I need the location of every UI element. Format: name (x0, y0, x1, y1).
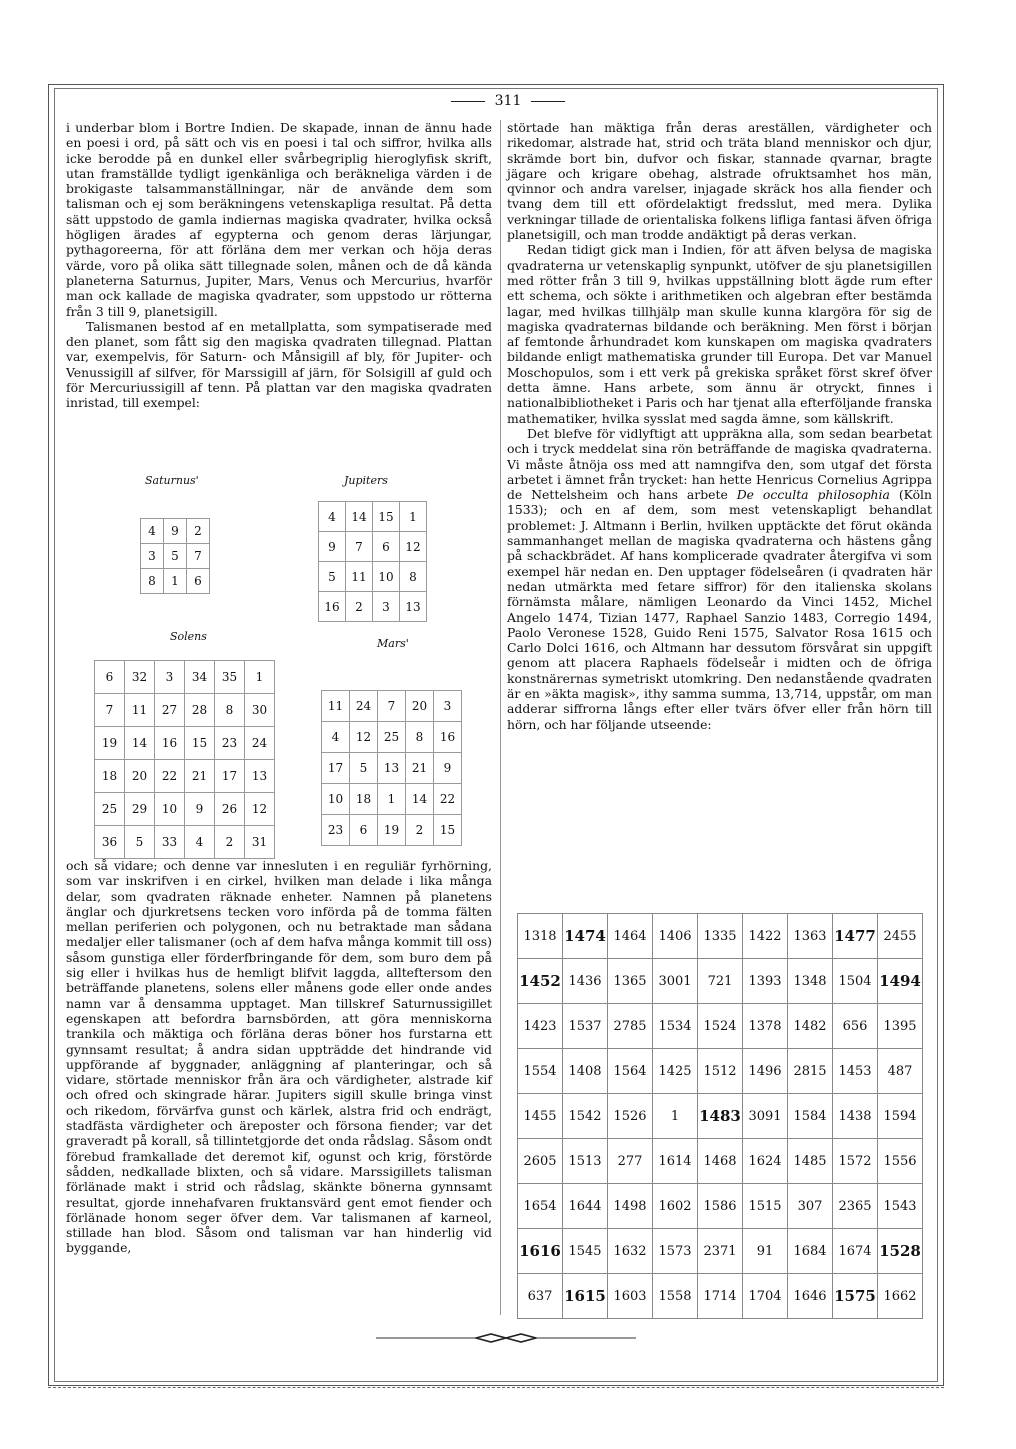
square-cell: 1614 (653, 1139, 698, 1184)
square-cell: 1662 (878, 1274, 923, 1319)
square-cell: 1654 (518, 1184, 563, 1229)
square-cell: 1453 (833, 1049, 878, 1094)
square-cell: 22 (155, 760, 185, 793)
square-cell: 1674 (833, 1229, 878, 1274)
square-cell: 1603 (608, 1274, 653, 1319)
square-cell: 2455 (878, 914, 923, 959)
paragraph: och så vidare; och denne var innesluten i en reguliär fyrhörning, som var inskrifven i en cirkel, hvilken man delade i lika många delar, som qvadraten räknade enheter. Namnen på planetens änglar och djurkretsens tecken voro införda på de tomma fälten mellan periferien och polygonen, och nu betraktade man sådana medaljer eller talismaner (och af dem hafva många kommit till oss) såsom gunstiga eller förderfbringande för dem, som buro dem på sig eller i hvilkas hus de hemligt blifvit laggda, allteftersom den beträffande planetens, solens eller månens gode eller onde andes namn var å densamma upptaget. Man tillskref Saturnussigillet egenskapen att befordra barnsbörden, att göra menniskorna trankila och mäktiga och förläna deras böner hos furstarna ett gynnsamt resultat; å andra sidan uppträdde det hindrande vid uppförande af byggnader, anläggning af planteringar, och så vidare, störtade menniskor från ära och värdigheter, alstrade kif och ofred och skingrade härar. Jupiters sigill skulle bringa vinst och rikedom, förvärfva gunst och kärlek, alstra frid och endrägt, stadfästa värdigheter och äreposter och försona fiender; var det graveradt på korall, så tillintetgjorde det onda rådslag. Såsom ondt förebud framkallade det deremot kif, ogunst och krig, förstörde sådden, nedkallade blixten, och så vidare. Marssigillets talisman förlänade makt i strid och rådslag, skänkte bönerna gynnsamt resultat, gjorde innehafvaren fruktansvärd gent emot fiender och förlänade honom seger öfver dem. Var talismanen af karneol, stillade han blod. Såsom ond talisman var han hinderlig vid byggande, (66, 858, 492, 1256)
square-cell: 12 (400, 532, 427, 562)
square-cell: 1335 (698, 914, 743, 959)
square-cell: 10 (373, 562, 400, 592)
square-cell: 5 (350, 753, 378, 784)
square-cell: 1644 (563, 1184, 608, 1229)
square-cell: 10 (155, 793, 185, 826)
square-cell: 1515 (743, 1184, 788, 1229)
square-cell: 3091 (743, 1094, 788, 1139)
column-divider (500, 120, 501, 1315)
square-cell: 1558 (653, 1274, 698, 1319)
square-cell: 2365 (833, 1184, 878, 1229)
square-cell: 1395 (878, 1004, 923, 1049)
paragraph: Redan tidigt gick man i Indien, för att äfven belysa de magiska qvadraterna ur vetenskaplig synpunkt, utöfver de sju planetsigillen med rötter från 3 till 9, hvilkas uppställning blott ägde rum efter ett schema, och sökte i arithmetiken och algebran efter bestämda lagar, med hvilkas tillhjälp man skulle kunna klargöra för sig de magiska qvadraternas bildande och beräkning. Men först i början af femtonde århundradet kom kunskapen om magiska qvadraters bildande enligt mathematiska grunder till Europa. Det var Manuel Moschopulos, som i ett verk på grekiska språket först skref öfver detta ämne. Hans arbete, som ännu är otryckt, finnes i nationalbibliotheket i Paris och har tjenat alla efterföljande franska mathematiker, hvilka sysslat med sagda ämne, som källskrift. (507, 242, 932, 426)
square-cell: 1496 (743, 1049, 788, 1094)
square-cell: 24 (350, 691, 378, 722)
square-cell: 8 (400, 562, 427, 592)
paragraph-text: (Köln 1533); och en af dem, som mest vetenskapligt behandlat problemet: J. Altmann i Berlin, hvilken upptäckte det förut okända sammanhanget mellan de magiska qvadraterna och hästens gång på schackbrädet. Af hans komplicerade qvadrater återgifva vi som exempel här nedan en. Den upptager födelseåren (i qvadraten här nedan utmärkta med fetare siffror) för den italienska skolans förnämsta målare, nämligen Leonardo da Vinci 1452, Michel Angelo 1474, Tizian 1477, Raphael Sanzio 1483, Corregio 1494, Paolo Veronese 1528, Guido Reni 1575, Salvator Rosa 1615 och Carlo Dolci 1616, och Altmann har dessutom försvårat sin uppgift genom att placera Raphaels födelseår i midten och de öfriga konstnärernas symetriskt utomkring. Den nedanstående qvadraten är en »äkta magisk», ithy samma summa, 13,714, uppstår, om man adderar siffrorna långs efter eller tvärs öfver eller från hörn till hörn, och har följande utseende: (507, 487, 932, 732)
square-cell: 9 (319, 532, 346, 562)
square-cell: 1422 (743, 914, 788, 959)
saturn-label: Saturnus' (145, 474, 199, 487)
square-cell: 7 (378, 691, 406, 722)
square-cell: 1436 (563, 959, 608, 1004)
square-cell: 1545 (563, 1229, 608, 1274)
square-row (319, 502, 427, 532)
square-row (319, 562, 427, 592)
square-row (141, 544, 210, 569)
square-cell: 34 (185, 661, 215, 694)
right-column (507, 120, 932, 732)
square-cell: 19 (378, 815, 406, 846)
square-cell: 14 (346, 502, 373, 532)
square-cell: 1423 (518, 1004, 563, 1049)
square-cell: 9 (185, 793, 215, 826)
square-cell: 1425 (653, 1049, 698, 1094)
square-cell: 15 (373, 502, 400, 532)
square-row (518, 959, 923, 1004)
square-cell: 1564 (608, 1049, 653, 1094)
square-cell: 1543 (878, 1184, 923, 1229)
square-cell: 35 (215, 661, 245, 694)
square-cell: 4 (319, 502, 346, 532)
square-cell: 16 (319, 592, 346, 622)
square-cell: 656 (833, 1004, 878, 1049)
square-cell: 23 (215, 727, 245, 760)
square-cell: 7 (95, 694, 125, 727)
square-cell: 1632 (608, 1229, 653, 1274)
square-cell: 1 (400, 502, 427, 532)
square-cell: 2371 (698, 1229, 743, 1274)
paragraph: störtade han mäktiga från deras areställen, värdigheter och rikedomar, alstrade hat, strid och träta bland menniskor och djur, skrämde bort bin, dufvor och fiskar, stannade qvarnar, bragte jägare och krigare obehag, alstrade ofruktsamhet hos män, qvinnor och andra varelser, injagade skräck hos alla fiender och tvang dem till ett ofördelaktigt fredsslut, med mera. Dylika verkningar tillade de orientaliska folkens lifliga fantasi äfven öfriga planetsigill, och man trodde andäktigt på deras verkan. (507, 120, 932, 243)
left-column-bottom (66, 858, 492, 1256)
square-cell: 26 (215, 793, 245, 826)
square-cell: 1 (245, 661, 275, 694)
square-cell: 2605 (518, 1139, 563, 1184)
square-cell: 31 (245, 826, 275, 859)
square-cell: 1455 (518, 1094, 563, 1139)
square-cell: 1 (653, 1094, 698, 1139)
square-row (322, 722, 462, 753)
square-cell: 16 (155, 727, 185, 760)
square-row (322, 753, 462, 784)
square-cell: 1602 (653, 1184, 698, 1229)
square-cell: 1646 (788, 1274, 833, 1319)
square-cell: 24 (245, 727, 275, 760)
square-cell: 1524 (698, 1004, 743, 1049)
square-cell: 13 (400, 592, 427, 622)
square-row (518, 1094, 923, 1139)
square-cell: 18 (350, 784, 378, 815)
square-cell: 1482 (788, 1004, 833, 1049)
square-cell: 487 (878, 1049, 923, 1094)
square-row (141, 569, 210, 594)
square-cell: 1513 (563, 1139, 608, 1184)
square-cell: 1408 (563, 1049, 608, 1094)
square-row (141, 519, 210, 544)
square-cell: 15 (434, 815, 462, 846)
square-cell: 1554 (518, 1049, 563, 1094)
square-cell: 21 (185, 760, 215, 793)
square-cell: 1594 (878, 1094, 923, 1139)
square-cell: 12 (350, 722, 378, 753)
square-cell: 1542 (563, 1094, 608, 1139)
square-cell: 1494 (878, 959, 923, 1004)
square-cell: 14 (125, 727, 155, 760)
square-cell: 29 (125, 793, 155, 826)
square-cell: 1556 (878, 1139, 923, 1184)
square-row (322, 784, 462, 815)
square-row (518, 1229, 923, 1274)
square-row (95, 661, 275, 694)
square-cell: 2 (187, 519, 210, 544)
square-cell: 1378 (743, 1004, 788, 1049)
paragraph (507, 426, 932, 732)
square-cell: 19 (95, 727, 125, 760)
square-cell: 277 (608, 1139, 653, 1184)
square-cell: 8 (406, 722, 434, 753)
square-cell: 33 (155, 826, 185, 859)
square-cell: 1 (164, 569, 187, 594)
square-cell: 2785 (608, 1004, 653, 1049)
square-cell: 23 (322, 815, 350, 846)
square-cell: 1464 (608, 914, 653, 959)
square-row (95, 760, 275, 793)
square-cell: 1586 (698, 1184, 743, 1229)
page-number-text: 311 (494, 93, 522, 109)
square-row (322, 691, 462, 722)
square-cell: 32 (125, 661, 155, 694)
square-cell: 1512 (698, 1049, 743, 1094)
square-cell: 15 (185, 727, 215, 760)
square-cell: 7 (346, 532, 373, 562)
sol-label: Solens (170, 630, 207, 643)
square-cell: 10 (322, 784, 350, 815)
square-cell: 8 (215, 694, 245, 727)
square-cell: 1468 (698, 1139, 743, 1184)
square-cell: 12 (245, 793, 275, 826)
square-cell: 1684 (788, 1229, 833, 1274)
square-row (319, 532, 427, 562)
square-cell: 1572 (833, 1139, 878, 1184)
square-cell: 7 (187, 544, 210, 569)
square-row (95, 826, 275, 859)
square-cell: 11 (346, 562, 373, 592)
square-cell: 3 (434, 691, 462, 722)
square-cell: 1438 (833, 1094, 878, 1139)
altmann-magic-square (517, 913, 923, 1319)
square-cell: 1615 (563, 1274, 608, 1319)
square-cell: 1504 (833, 959, 878, 1004)
square-cell: 1575 (833, 1274, 878, 1319)
square-cell: 1526 (608, 1094, 653, 1139)
square-cell: 1528 (878, 1229, 923, 1274)
square-cell: 1704 (743, 1274, 788, 1319)
square-cell: 1537 (563, 1004, 608, 1049)
square-row (95, 727, 275, 760)
square-row (322, 815, 462, 846)
square-row (518, 1139, 923, 1184)
paragraph-text: Det blefve för vidlyftigt att uppräkna alla, som sedan bearbetat och i tryck meddelat sina rön beträffande de magiska qvadraterna. Vi måste åtnöja oss med att namngifva den, som utgaf det första arbetet i ämnet från trycket: han hette Henricus Cornelius Agrippa de Nettelsheim och hans arbete (507, 425, 932, 503)
square-cell: 1 (378, 784, 406, 815)
square-cell: 4 (322, 722, 350, 753)
saturn-square (140, 518, 210, 594)
square-row (518, 1274, 923, 1319)
square-cell: 1573 (653, 1229, 698, 1274)
square-cell: 3001 (653, 959, 698, 1004)
square-cell: 1498 (608, 1184, 653, 1229)
square-cell: 9 (164, 519, 187, 544)
jupiter-square (318, 501, 427, 622)
square-cell: 1365 (608, 959, 653, 1004)
square-cell: 5 (319, 562, 346, 592)
square-cell: 27 (155, 694, 185, 727)
sol-square (94, 660, 275, 859)
square-cell: 22 (434, 784, 462, 815)
square-row (95, 694, 275, 727)
square-cell: 5 (164, 544, 187, 569)
page-number (0, 93, 1016, 109)
ornament-divider-icon (376, 1331, 636, 1345)
square-cell: 18 (95, 760, 125, 793)
square-row (518, 1004, 923, 1049)
square-cell: 3 (373, 592, 400, 622)
square-cell: 1363 (788, 914, 833, 959)
square-cell: 1393 (743, 959, 788, 1004)
square-cell: 1483 (698, 1094, 743, 1139)
square-cell: 1534 (653, 1004, 698, 1049)
square-cell: 20 (125, 760, 155, 793)
square-row (518, 914, 923, 959)
square-cell: 1474 (563, 914, 608, 959)
square-cell: 14 (406, 784, 434, 815)
square-cell: 1714 (698, 1274, 743, 1319)
square-cell: 20 (406, 691, 434, 722)
square-cell: 6 (373, 532, 400, 562)
square-cell: 17 (322, 753, 350, 784)
square-cell: 3 (155, 661, 185, 694)
left-column-top (66, 120, 492, 411)
square-cell: 2815 (788, 1049, 833, 1094)
square-cell: 3 (141, 544, 164, 569)
square-cell: 25 (378, 722, 406, 753)
square-cell: 2 (346, 592, 373, 622)
square-cell: 2 (406, 815, 434, 846)
square-row (518, 1184, 923, 1229)
bottom-rule (48, 1387, 944, 1388)
square-cell: 91 (743, 1229, 788, 1274)
square-cell: 17 (215, 760, 245, 793)
square-cell: 13 (378, 753, 406, 784)
square-cell: 13 (245, 760, 275, 793)
square-cell: 8 (141, 569, 164, 594)
square-cell: 1624 (743, 1139, 788, 1184)
square-cell: 5 (125, 826, 155, 859)
square-cell: 21 (406, 753, 434, 784)
square-cell: 4 (185, 826, 215, 859)
square-cell: 36 (95, 826, 125, 859)
mars-square (321, 690, 462, 846)
square-cell: 1406 (653, 914, 698, 959)
square-cell: 307 (788, 1184, 833, 1229)
square-row (319, 592, 427, 622)
square-cell: 16 (434, 722, 462, 753)
square-cell: 721 (698, 959, 743, 1004)
square-cell: 11 (322, 691, 350, 722)
square-cell: 9 (434, 753, 462, 784)
square-cell: 25 (95, 793, 125, 826)
square-cell: 2 (215, 826, 245, 859)
square-cell: 11 (125, 694, 155, 727)
square-cell: 1348 (788, 959, 833, 1004)
square-cell: 6 (95, 661, 125, 694)
square-row (518, 1049, 923, 1094)
jupiter-label: Jupiters (344, 474, 388, 487)
paragraph: Talismanen bestod af en metallplatta, som sympatiserade med den planet, som fått sig den magiska qvadraten tillegnad. Plattan var, exempelvis, för Saturn- och Månsigill af bly, för Jupiter- och Venussigill af silfver, för Marssigill af järn, för Solsigill af guld och för Mercuriussigill af tenn. På plattan var den magiska qvadraten inristad, till exempel: (66, 318, 492, 411)
square-cell: 1584 (788, 1094, 833, 1139)
square-cell: 6 (187, 569, 210, 594)
square-cell: 637 (518, 1274, 563, 1319)
square-cell: 1485 (788, 1139, 833, 1184)
square-cell: 28 (185, 694, 215, 727)
square-cell: 1477 (833, 914, 878, 959)
square-cell: 1616 (518, 1229, 563, 1274)
square-cell: 1318 (518, 914, 563, 959)
mars-label: Mars' (377, 637, 409, 650)
square-cell: 30 (245, 694, 275, 727)
square-cell: 6 (350, 815, 378, 846)
square-cell: 4 (141, 519, 164, 544)
paragraph: i underbar blom i Bortre Indien. De skapade, innan de ännu hade en poesi i ord, på sätt och vis en poesi i tal och siffror, hvilka alls icke berodde på en dunkel eller svårbegriplig hieroglyfisk skrift, utan framställde tydligt igenkänliga och beräkneliga värden i de brokigaste talsammanställningar, när de använde dem som talisman och ej som beräkningens vetenskapliga resultat. På detta sätt uppstodo de gamla indiernas magiska qvadrater, hvilka också högligen ärades af egypterna och genom deras lärjungar, pythagoreerna, för att förläna dem mer verkan och höja deras värde, voro på olika sätt tillegnade solen, månen och de då kända planeterna Saturnus, Jupiter, Mars, Venus och Mercurius, hvarför man ock kallade de magiska qvadrater, som uppstodo ur rötterna från 3 till 9, planetsigill. (66, 120, 492, 319)
square-cell: 1452 (518, 959, 563, 1004)
book-title: De occulta philosophia (736, 487, 890, 503)
square-row (95, 793, 275, 826)
